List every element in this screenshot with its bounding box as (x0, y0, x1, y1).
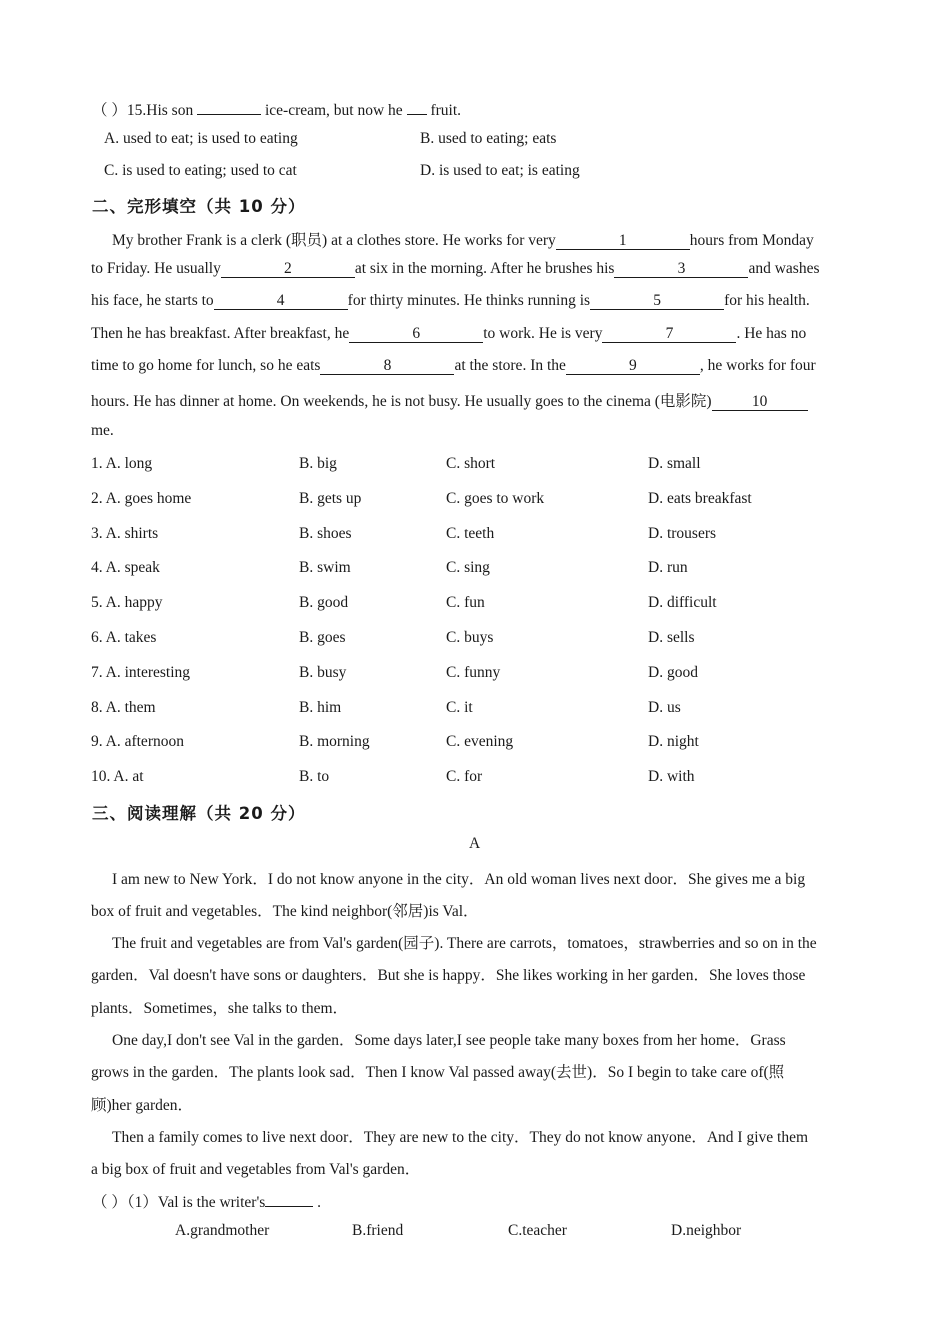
passage-line: I am new to New York．I do not know anyone in the city．An old woman lives next door．She gives me a big (112, 871, 806, 888)
cloze-option: B. to (299, 768, 330, 785)
cloze-option: 10. A. at (91, 768, 144, 785)
cloze-text: for his health. (724, 292, 810, 309)
cloze-option: 4. A. speak (91, 559, 160, 576)
question-prefix: 15.His son (126, 102, 198, 119)
cloze-option: D. us (648, 699, 681, 716)
cloze-text: hours. He has dinner at home. On weekends, he is not busy. He usually goes to the cinema (电影院) (91, 393, 712, 410)
cloze-text: for thirty minutes. He thinks running is (347, 292, 591, 309)
cloze-option: B. gets up (299, 490, 362, 507)
cloze-option: B. busy (299, 664, 347, 681)
passage-line: One day,I don't see Val in the garden．Some days later,I see people take many boxes from her home．Grass (112, 1032, 786, 1049)
answer-paren: （ ） (92, 102, 127, 119)
cloze-option: C. buys (446, 629, 494, 646)
question-end: . (313, 1194, 322, 1211)
cloze-blank-8[interactable]: 8 (320, 358, 454, 375)
passage-line: plants．Sometimes，she talks to them． (91, 1000, 349, 1017)
section-2-title: 二、完形填空（共 10 分） (92, 197, 306, 216)
cloze-option: 8. A. them (91, 699, 156, 716)
section-3-title: 三、阅读理解（共 20 分） (92, 804, 306, 823)
cloze-text: to work. He is very (483, 325, 603, 342)
cloze-option: D. eats breakfast (648, 490, 752, 507)
cloze-option: 6. A. takes (91, 629, 157, 646)
cloze-option: D. good (648, 664, 698, 681)
cloze-option: C. goes to work (446, 490, 545, 507)
question-mid: ice-cream, but now he (261, 102, 407, 119)
cloze-option: 2. A. goes home (91, 490, 192, 507)
cloze-option: D. sells (648, 629, 695, 646)
passage-line: a big box of fruit and vegetables from Val's garden． (91, 1161, 421, 1178)
option-a: A. used to eat; is used to eating (104, 130, 298, 147)
cloze-option: D. difficult (648, 594, 717, 611)
cloze-option: C. short (446, 455, 496, 472)
option-a: A.grandmother (175, 1222, 270, 1239)
reading-question-1 (92, 1190, 321, 1212)
cloze-text: time to go home for lunch, so he eats (91, 357, 321, 374)
cloze-option: C. evening (446, 733, 514, 750)
cloze-blank-7[interactable]: 7 (602, 326, 736, 343)
cloze-option: C. funny (446, 664, 501, 681)
cloze-line-1 (112, 228, 814, 250)
question-15 (92, 98, 461, 120)
cloze-text: at the store. In the (454, 357, 566, 374)
question-text: （1）Val is the writer's (126, 1194, 266, 1211)
passage-line: box of fruit and vegetables．The kind neighbor(邻居)is Val． (91, 903, 479, 920)
passage-line: 顾)her garden． (91, 1097, 193, 1114)
cloze-blank-6[interactable]: 6 (349, 326, 483, 343)
cloze-line-7: me. (91, 422, 114, 439)
cloze-text: to Friday. He usually (91, 260, 221, 277)
cloze-text: his face, he starts to (91, 292, 214, 309)
cloze-option: C. sing (446, 559, 490, 576)
option-b: B. used to eating; eats (420, 130, 557, 147)
option-c: C.teacher (508, 1222, 567, 1239)
cloze-option: B. him (299, 699, 342, 716)
cloze-option: 7. A. interesting (91, 664, 191, 681)
cloze-option: 5. A. happy (91, 594, 163, 611)
cloze-option: 1. A. long (91, 455, 153, 472)
cloze-option: C. for (446, 768, 483, 785)
cloze-option: B. shoes (299, 525, 352, 542)
cloze-text: Then he has breakfast. After breakfast, he (91, 325, 350, 342)
cloze-option: C. fun (446, 594, 485, 611)
cloze-line-4 (91, 325, 806, 343)
cloze-text: , he works for four (699, 357, 816, 374)
passage-label: A (469, 835, 481, 852)
cloze-line-2 (91, 260, 820, 278)
cloze-blank-5[interactable]: 5 (590, 293, 724, 310)
cloze-line-5 (91, 357, 816, 375)
cloze-text: . He has no (736, 325, 807, 342)
passage-line: grows in the garden．The plants look sad．Then I know Val passed away(去世)．So I begin to take care of(照 (91, 1064, 785, 1081)
cloze-option: D. trousers (648, 525, 717, 542)
option-d: D.neighbor (671, 1222, 742, 1239)
cloze-text: My brother Frank is a clerk (职员) at a clothes store. He works for very (112, 232, 556, 249)
cloze-line-6 (91, 389, 808, 411)
cloze-option: D. night (648, 733, 699, 750)
cloze-option: 3. A. shirts (91, 525, 159, 542)
cloze-line-3 (91, 292, 810, 310)
answer-paren: （ ） (92, 1194, 127, 1211)
passage-line: garden．Val doesn't have sons or daughters．But she is happy．She likes working in her garden．She loves those (91, 967, 806, 984)
cloze-option: D. run (648, 559, 688, 576)
cloze-blank-3[interactable]: 3 (614, 261, 748, 278)
cloze-option: D. small (648, 455, 701, 472)
question-end: fruit. (426, 102, 461, 119)
cloze-option: C. teeth (446, 525, 495, 542)
cloze-option: B. good (299, 594, 349, 611)
cloze-text: and washes (748, 260, 820, 277)
answer-blank[interactable] (265, 1206, 313, 1207)
option-d: D. is used to eat; is eating (420, 162, 580, 179)
cloze-blank-10[interactable]: 10 (712, 394, 808, 411)
cloze-blank-9[interactable]: 9 (566, 358, 700, 375)
cloze-blank-1[interactable]: 1 (556, 233, 690, 250)
cloze-option: B. goes (299, 629, 346, 646)
cloze-option: B. morning (299, 733, 370, 750)
cloze-option: D. with (648, 768, 695, 785)
option-c: C. is used to eating; used to cat (104, 162, 297, 179)
passage-line: The fruit and vegetables are from Val's garden(园子). There are carrots，tomatoes，strawberries and so on in the (112, 935, 817, 952)
cloze-text: at six in the morning. After he brushes his (354, 260, 615, 277)
cloze-option: B. swim (299, 559, 351, 576)
cloze-option: 9. A. afternoon (91, 733, 184, 750)
passage-line: Then a family comes to live next door．They are new to the city．They do not know anyone．And I give them (112, 1129, 809, 1146)
answer-blank[interactable] (197, 114, 261, 115)
answer-blank[interactable] (407, 114, 427, 115)
cloze-blank-4[interactable]: 4 (214, 293, 348, 310)
cloze-blank-2[interactable]: 2 (221, 261, 355, 278)
cloze-text: hours from Monday (689, 232, 814, 249)
option-b: B.friend (352, 1222, 404, 1239)
cloze-option: C. it (446, 699, 473, 716)
cloze-option: B. big (299, 455, 337, 472)
